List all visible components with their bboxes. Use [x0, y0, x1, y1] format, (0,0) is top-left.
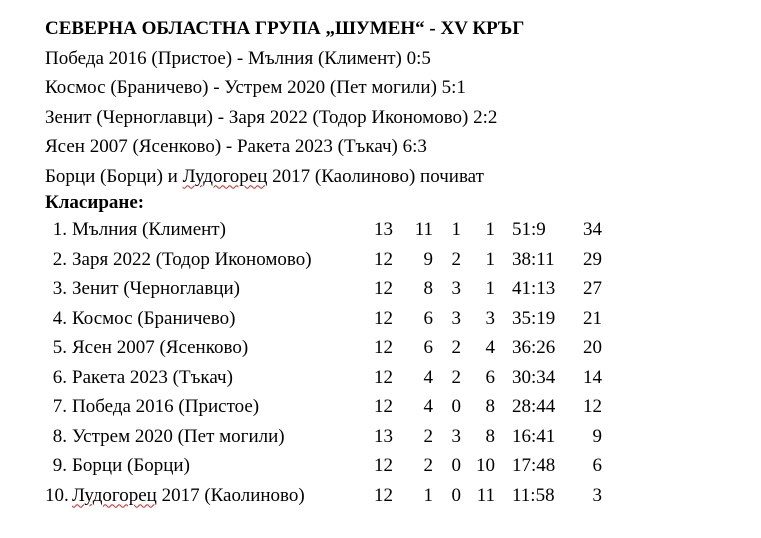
standings-row	[45, 363, 745, 393]
points: 6	[592, 455, 602, 476]
team-name	[72, 481, 305, 511]
position: 5.	[52, 337, 67, 358]
wins: 6	[423, 307, 433, 329]
page-title: СЕВЕРНА ОБЛАСТНА ГРУПА „ШУМЕН“ - XV КРЪГ	[45, 18, 525, 39]
goal-difference: 36:26	[512, 337, 556, 358]
resting-text-before: Борци (Борци) и	[45, 165, 183, 187]
team-name-text: Ясен 2007 (Ясенково)	[72, 337, 249, 358]
wins: 1	[423, 484, 433, 506]
wins: 4	[423, 396, 433, 417]
standings-row	[45, 304, 745, 334]
standings-row	[45, 215, 745, 245]
matches-played: 12	[374, 248, 393, 270]
position: 3.	[52, 278, 67, 299]
draws: 1	[451, 219, 461, 240]
team-name	[72, 245, 312, 275]
goal-difference: 41:13	[512, 278, 556, 299]
standings-row	[45, 333, 745, 363]
points: 3	[592, 484, 602, 506]
goal-difference: 11:58	[512, 484, 555, 506]
team-name-text: Мълния (Климент)	[72, 219, 226, 240]
points: 27	[583, 278, 602, 299]
match-result: Победа 2016 (Пристое) - Мълния (Климент) 0:5	[45, 47, 431, 69]
position: 1.	[52, 219, 67, 240]
team-name-rest: 2017 (Каолиново)	[156, 484, 305, 506]
matches-played: 12	[374, 366, 393, 388]
goal-difference: 17:48	[512, 455, 556, 476]
goal-difference: 28:44	[512, 396, 556, 417]
points: 9	[592, 425, 602, 447]
draws: 0	[451, 396, 461, 417]
draws: 0	[451, 484, 461, 506]
position: 7.	[52, 396, 67, 417]
matches-played: 12	[374, 337, 393, 358]
wins: 4	[423, 366, 433, 388]
wins: 9	[423, 248, 433, 270]
matches-played: 12	[374, 484, 393, 506]
losses: 10	[476, 455, 495, 476]
losses: 1	[485, 248, 495, 270]
standings-table	[45, 215, 745, 510]
draws: 3	[451, 307, 461, 329]
team-name-text: Устрем 2020 (Пет могили)	[72, 425, 285, 447]
wins: 6	[423, 337, 433, 358]
team-name-text: Заря 2022 (Тодор Икономово)	[72, 248, 312, 270]
team-name-text: Космос (Браничево)	[72, 307, 236, 329]
matches-played: 13	[374, 425, 393, 447]
points: 14	[583, 366, 602, 388]
team-name-text: Победа 2016 (Пристое)	[72, 396, 260, 417]
goal-difference: 30:34	[512, 366, 556, 388]
wins: 8	[423, 278, 433, 299]
document-body	[45, 14, 745, 510]
position: 4.	[52, 307, 67, 329]
position: 8.	[52, 425, 67, 447]
losses: 3	[485, 307, 495, 329]
match-result: Ясен 2007 (Ясенково) - Ракета 2023 (Тъкач) 6:3	[45, 136, 427, 157]
match-result: Космос (Браничево) - Устрем 2020 (Пет могили) 5:1	[45, 77, 466, 98]
team-name	[72, 451, 190, 481]
goal-difference: 38:11	[512, 248, 555, 270]
losses: 1	[485, 219, 495, 240]
position: 9.	[52, 455, 67, 476]
draws: 2	[451, 337, 461, 358]
losses: 8	[485, 425, 495, 447]
standings-row	[45, 451, 745, 481]
matches-played: 12	[374, 455, 393, 476]
team-name	[72, 392, 259, 422]
team-name-text: Зенит (Черноглавци)	[72, 278, 240, 299]
draws: 3	[451, 278, 461, 299]
team-name	[72, 363, 233, 393]
draws: 0	[451, 455, 461, 476]
goal-difference: 35:19	[512, 307, 556, 329]
matches-played: 12	[374, 396, 393, 417]
losses: 6	[485, 366, 495, 388]
team-name-text: Борци (Борци)	[72, 455, 190, 476]
standings-row	[45, 481, 745, 511]
standings-heading: Класиране:	[45, 192, 145, 213]
points: 34	[583, 219, 602, 240]
team-name-text: Ракета 2023 (Тъкач)	[72, 366, 233, 388]
resting-teams-note	[45, 162, 745, 192]
wins: 2	[423, 455, 433, 476]
team-name	[72, 422, 285, 452]
losses: 1	[485, 278, 495, 299]
draws: 2	[451, 248, 461, 270]
losses: 4	[485, 337, 495, 358]
points: 21	[583, 307, 602, 329]
resting-text-after: 2017 (Каолиново) почиват	[267, 165, 484, 187]
team-name	[72, 274, 240, 304]
points: 29	[583, 248, 602, 270]
standings-row	[45, 274, 745, 304]
draws: 3	[451, 425, 461, 447]
match-result: Зенит (Черноглавци) - Заря 2022 (Тодор Икономово) 2:2	[45, 106, 498, 128]
matches-played: 12	[374, 278, 393, 299]
position: 10.	[45, 484, 69, 506]
wins: 11	[414, 219, 433, 240]
points: 12	[583, 396, 602, 417]
team-name	[72, 333, 248, 363]
standings-row	[45, 422, 745, 452]
standings-row	[45, 245, 745, 275]
matches-played: 13	[374, 219, 393, 240]
spellcheck-flagged-word: Лудогорец	[182, 165, 268, 187]
losses: 8	[485, 396, 495, 417]
spellcheck-flagged-word: Лудогорец	[72, 484, 157, 506]
position: 2.	[52, 248, 67, 270]
team-name	[72, 304, 235, 334]
points: 20	[583, 337, 602, 358]
matches-played: 12	[374, 307, 393, 329]
team-name	[72, 215, 226, 245]
losses: 11	[476, 484, 495, 506]
goal-difference: 51:9	[512, 219, 546, 240]
standings-row	[45, 392, 745, 422]
wins: 2	[423, 425, 433, 447]
goal-difference: 16:41	[512, 425, 556, 447]
draws: 2	[451, 366, 461, 388]
position: 6.	[52, 366, 67, 388]
